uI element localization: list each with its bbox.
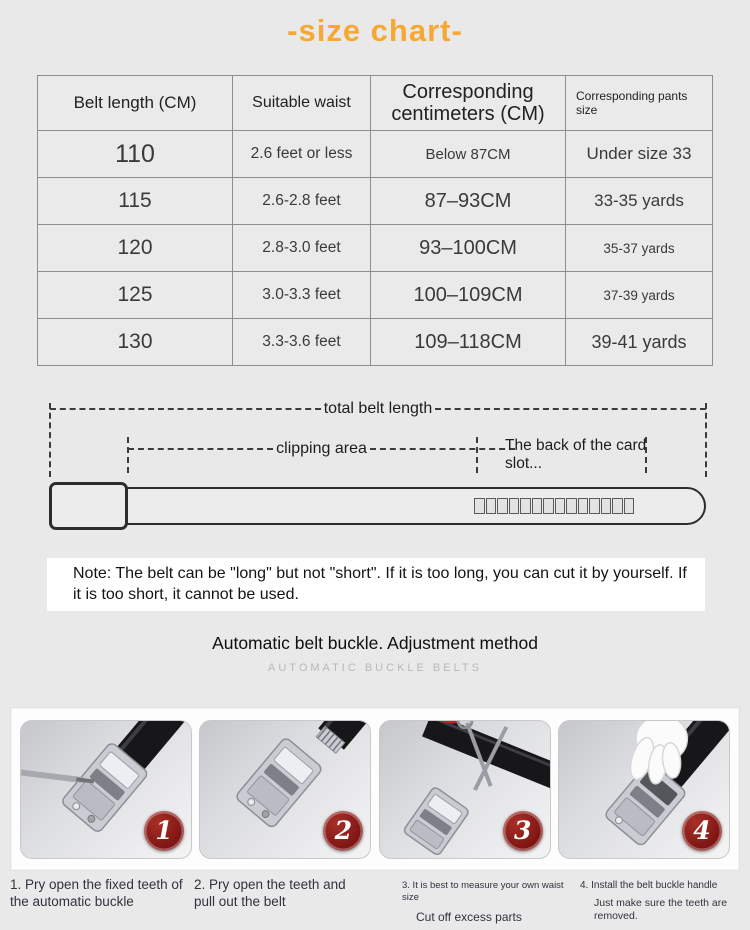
belt-card-slots-drawing xyxy=(474,498,634,514)
cell-corresponding-cm: 93–100CM xyxy=(371,225,566,272)
clipping-area-label: clipping area xyxy=(276,440,367,457)
cell-suitable-waist: 2.6 feet or less xyxy=(233,131,371,178)
cell-belt-length: 130 xyxy=(38,319,233,366)
step-number: 4 xyxy=(693,816,711,845)
step-photo-3 xyxy=(379,720,551,859)
step-caption-3 xyxy=(378,877,568,925)
instruction-photos-panel xyxy=(10,707,740,871)
size-table-header-row xyxy=(38,76,713,131)
cell-corresponding-cm: 87–93CM xyxy=(371,178,566,225)
cell-suitable-waist: 3.0-3.3 feet xyxy=(233,272,371,319)
step-photo-2 xyxy=(199,720,371,859)
size-table xyxy=(37,75,713,366)
step-photo-1 xyxy=(20,720,192,859)
cell-corresponding-cm: 109–118CM xyxy=(371,319,566,366)
clipping-area-dimension xyxy=(128,440,515,458)
cell-suitable-waist: 2.6-2.8 feet xyxy=(233,178,371,225)
note-box xyxy=(47,558,705,611)
step-caption-4-subtext: Just make sure the teeth are removed. xyxy=(594,896,728,922)
note-text: Note: The belt can be "long" but not "short". If it is too long, you can cut it by yourself. If it is too short, it cannot be used. xyxy=(73,565,687,604)
cell-pants-size: 33-35 yards xyxy=(566,178,713,225)
cell-belt-length: 120 xyxy=(38,225,233,272)
cell-corresponding-cm: 100–109CM xyxy=(371,272,566,319)
step-number-badge xyxy=(144,811,184,851)
table-row xyxy=(38,272,713,319)
cell-suitable-waist: 2.8-3.0 feet xyxy=(233,225,371,272)
step-caption-1: 1. Pry open the fixed teeth of the automatic buckle xyxy=(10,877,183,909)
step-caption-3-subtext: Cut off excess parts xyxy=(416,909,522,924)
table-row xyxy=(38,225,713,272)
automatic-buckle-belts-subheading: AUTOMATIC BUCKLE BELTS xyxy=(268,662,482,674)
adjustment-method-heading: Automatic belt buckle. Adjustment method xyxy=(212,633,538,653)
table-row xyxy=(38,178,713,225)
step-number-badge xyxy=(323,811,363,851)
cell-corresponding-cm: Below 87CM xyxy=(371,131,566,178)
step-number-badge xyxy=(503,811,543,851)
cell-belt-length: 125 xyxy=(38,272,233,319)
dashed-line xyxy=(435,408,706,410)
dashed-line xyxy=(128,448,273,450)
belt-buckle-drawing xyxy=(49,482,128,530)
cell-suitable-waist: 3.3-3.6 feet xyxy=(233,319,371,366)
cell-pants-size: Under size 33 xyxy=(566,131,713,178)
total-belt-length-dimension xyxy=(50,400,706,418)
col-header-corresponding-cm: Corresponding centimeters (CM) xyxy=(371,76,566,131)
step-caption-4 xyxy=(568,877,740,925)
cell-belt-length: 110 xyxy=(38,131,233,178)
step-number: 2 xyxy=(334,816,353,845)
page-title: -size chart- xyxy=(287,13,463,48)
belt-length-diagram xyxy=(0,395,750,545)
cell-pants-size: 39-41 yards xyxy=(566,319,713,366)
col-header-suitable-waist: Suitable waist xyxy=(233,76,371,131)
total-belt-length-label: total belt length xyxy=(323,400,433,417)
step-caption-2: 2. Pry open the teeth and pull out the belt xyxy=(194,877,346,909)
step-caption-4-text: 4. Install the belt buckle handle xyxy=(580,880,718,891)
table-row xyxy=(38,319,713,366)
card-slot-label: The back of the card slot... xyxy=(505,437,647,472)
table-row xyxy=(38,131,713,178)
cell-pants-size: 37-39 yards xyxy=(566,272,713,319)
step-captions-row xyxy=(10,877,740,925)
step-photo-4 xyxy=(558,720,730,859)
cell-belt-length: 115 xyxy=(38,178,233,225)
step-number: 1 xyxy=(155,816,173,845)
step-caption-3-text: 3. It is best to measure your own waist size xyxy=(402,880,564,903)
col-header-belt-length: Belt length (CM) xyxy=(38,76,233,131)
cell-pants-size: 35-37 yards xyxy=(566,225,713,272)
dashed-line xyxy=(370,448,515,450)
step-number-badge xyxy=(682,811,722,851)
dashed-line xyxy=(50,408,321,410)
col-header-pants-size: Corresponding pants size xyxy=(566,76,713,131)
step-number: 3 xyxy=(513,816,532,845)
